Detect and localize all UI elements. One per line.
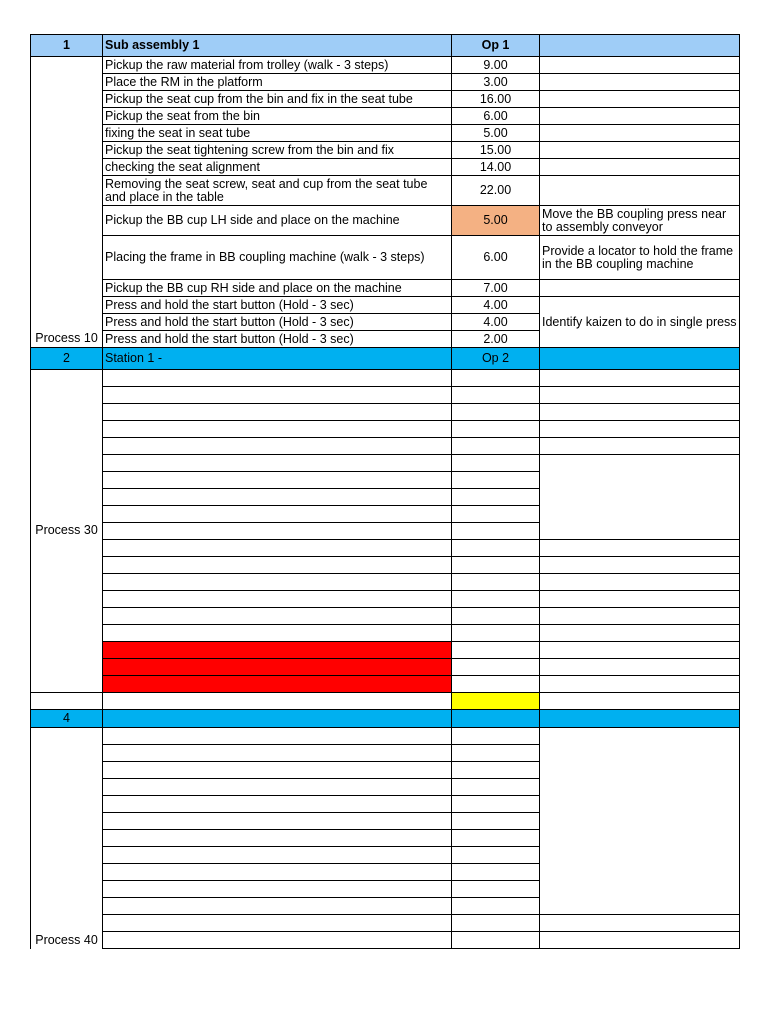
remark-cell[interactable]: Identify kaizen to do in single press bbox=[540, 297, 740, 348]
block2-header-row bbox=[31, 348, 740, 370]
step-time[interactable] bbox=[452, 506, 540, 523]
remark-cell[interactable] bbox=[540, 557, 740, 574]
step-text[interactable]: checking the seat alignment bbox=[103, 159, 452, 176]
step-time[interactable] bbox=[452, 864, 540, 881]
step-text[interactable] bbox=[103, 472, 452, 489]
table-row bbox=[31, 421, 740, 438]
step-time-yellow[interactable] bbox=[452, 693, 540, 710]
step-text[interactable] bbox=[103, 489, 452, 506]
step-text-red[interactable] bbox=[103, 676, 452, 693]
step-text[interactable]: Removing the seat screw, seat and cup from the seat tube and place in the table bbox=[103, 176, 452, 206]
table-row bbox=[31, 557, 740, 574]
remark-cell[interactable] bbox=[540, 108, 740, 125]
step-text[interactable] bbox=[103, 404, 452, 421]
table-row bbox=[31, 108, 740, 125]
step-time[interactable] bbox=[452, 472, 540, 489]
process-40-label[interactable]: Process 40 bbox=[31, 728, 103, 949]
step-time[interactable] bbox=[452, 438, 540, 455]
step-text[interactable] bbox=[103, 779, 452, 796]
step-text[interactable] bbox=[103, 813, 452, 830]
step-text[interactable] bbox=[103, 898, 452, 915]
table-row bbox=[31, 176, 740, 206]
step-text[interactable] bbox=[103, 915, 452, 932]
step-time[interactable] bbox=[452, 625, 540, 642]
step-text[interactable] bbox=[103, 932, 452, 949]
step-text[interactable]: Placing the frame in BB coupling machine (walk - 3 steps) bbox=[103, 236, 452, 280]
remark-cell[interactable] bbox=[540, 659, 740, 676]
process-cell[interactable] bbox=[31, 693, 103, 710]
step-text[interactable] bbox=[103, 523, 452, 540]
step-time[interactable] bbox=[452, 421, 540, 438]
step-text[interactable] bbox=[103, 540, 452, 557]
table-row bbox=[31, 74, 740, 91]
step-time[interactable] bbox=[452, 745, 540, 762]
step-time[interactable] bbox=[452, 387, 540, 404]
block2-remark-header[interactable] bbox=[540, 348, 740, 370]
block1-title[interactable]: Sub assembly 1 bbox=[103, 35, 452, 57]
step-text[interactable] bbox=[103, 830, 452, 847]
step-time[interactable] bbox=[452, 932, 540, 949]
step-text-red[interactable] bbox=[103, 659, 452, 676]
step-text[interactable] bbox=[103, 506, 452, 523]
block4-title[interactable] bbox=[103, 710, 452, 728]
remark-cell[interactable] bbox=[540, 421, 740, 438]
table-row bbox=[31, 404, 740, 421]
step-text[interactable] bbox=[103, 370, 452, 387]
remark-cell[interactable] bbox=[540, 915, 740, 932]
step-time[interactable] bbox=[452, 642, 540, 659]
step-time[interactable]: 4.00 bbox=[452, 297, 540, 314]
remark-cell[interactable] bbox=[540, 176, 740, 206]
remark-cell[interactable] bbox=[540, 693, 740, 710]
step-time[interactable]: 14.00 bbox=[452, 159, 540, 176]
table-row bbox=[31, 591, 740, 608]
step-time[interactable] bbox=[452, 779, 540, 796]
step-text[interactable]: Place the RM in the platform bbox=[103, 74, 452, 91]
remark-cell[interactable] bbox=[540, 91, 740, 108]
step-text[interactable]: fixing the seat in seat tube bbox=[103, 125, 452, 142]
step-time[interactable]: 3.00 bbox=[452, 74, 540, 91]
table-row bbox=[31, 932, 740, 949]
step-text[interactable] bbox=[103, 762, 452, 779]
table-row bbox=[31, 236, 740, 280]
table-row bbox=[31, 540, 740, 557]
step-time[interactable] bbox=[452, 591, 540, 608]
step-time[interactable] bbox=[452, 847, 540, 864]
step-text[interactable] bbox=[103, 557, 452, 574]
block1-header-row bbox=[31, 35, 740, 57]
step-text[interactable] bbox=[103, 438, 452, 455]
step-text[interactable] bbox=[103, 608, 452, 625]
remark-cell[interactable] bbox=[540, 932, 740, 949]
step-time[interactable]: 5.00 bbox=[452, 125, 540, 142]
table-row bbox=[31, 142, 740, 159]
remark-cell[interactable] bbox=[540, 574, 740, 591]
step-text[interactable] bbox=[103, 745, 452, 762]
table-row bbox=[31, 280, 740, 297]
remark-cell[interactable] bbox=[540, 642, 740, 659]
step-text[interactable] bbox=[103, 693, 452, 710]
step-time[interactable] bbox=[452, 404, 540, 421]
table-row bbox=[31, 159, 740, 176]
remark-cell[interactable] bbox=[540, 455, 740, 540]
step-text[interactable] bbox=[103, 387, 452, 404]
step-time[interactable]: 22.00 bbox=[452, 176, 540, 206]
table-row bbox=[31, 693, 740, 710]
step-text[interactable]: Pickup the BB cup LH side and place on the machine bbox=[103, 206, 452, 236]
step-time[interactable] bbox=[452, 489, 540, 506]
process-sheet bbox=[30, 34, 740, 949]
step-time[interactable]: 16.00 bbox=[452, 91, 540, 108]
step-text[interactable]: Pickup the seat tightening screw from the bin and fix bbox=[103, 142, 452, 159]
remark-cell[interactable] bbox=[540, 159, 740, 176]
block1-remark-header[interactable] bbox=[540, 35, 740, 57]
table-row bbox=[31, 91, 740, 108]
block4-no[interactable]: 4 bbox=[31, 710, 103, 728]
step-text[interactable]: Press and hold the start button (Hold - 3 sec) bbox=[103, 331, 452, 348]
table-row bbox=[31, 206, 740, 236]
step-text[interactable]: Press and hold the start button (Hold - 3 sec) bbox=[103, 314, 452, 331]
step-text[interactable]: Pickup the raw material from trolley (walk - 3 steps) bbox=[103, 57, 452, 74]
step-text[interactable]: Pickup the BB cup RH side and place on the machine bbox=[103, 280, 452, 297]
step-text[interactable]: Pickup the seat cup from the bin and fix in the seat tube bbox=[103, 91, 452, 108]
step-time[interactable] bbox=[452, 830, 540, 847]
table-row bbox=[31, 370, 740, 387]
step-time[interactable]: 2.00 bbox=[452, 331, 540, 348]
table-row bbox=[31, 297, 740, 314]
remark-cell[interactable]: Move the BB coupling press near to assembly conveyor bbox=[540, 206, 740, 236]
step-text[interactable] bbox=[103, 847, 452, 864]
step-text[interactable]: Press and hold the start button (Hold - 3 sec) bbox=[103, 297, 452, 314]
block1-no[interactable]: 1 bbox=[31, 35, 103, 57]
table-row bbox=[31, 625, 740, 642]
table-row bbox=[31, 574, 740, 591]
step-text[interactable] bbox=[103, 591, 452, 608]
remark-cell[interactable] bbox=[540, 280, 740, 297]
remark-cell[interactable] bbox=[540, 676, 740, 693]
remark-cell[interactable] bbox=[540, 57, 740, 74]
step-text[interactable] bbox=[103, 864, 452, 881]
block4-header-row bbox=[31, 710, 740, 728]
table-row bbox=[31, 915, 740, 932]
block2-title[interactable]: Station 1 - bbox=[103, 348, 452, 370]
step-text[interactable] bbox=[103, 728, 452, 745]
table-row bbox=[31, 455, 740, 472]
remark-cell[interactable] bbox=[540, 74, 740, 91]
table-row bbox=[31, 387, 740, 404]
step-time[interactable]: 6.00 bbox=[452, 236, 540, 280]
step-text[interactable] bbox=[103, 455, 452, 472]
table-row bbox=[31, 642, 740, 659]
block4-op[interactable] bbox=[452, 710, 540, 728]
step-time[interactable]: 6.00 bbox=[452, 108, 540, 125]
step-time[interactable] bbox=[452, 676, 540, 693]
process-30-label[interactable]: Process 30 bbox=[31, 370, 103, 693]
step-time[interactable] bbox=[452, 523, 540, 540]
block1-op[interactable]: Op 1 bbox=[452, 35, 540, 57]
step-text[interactable] bbox=[103, 625, 452, 642]
remark-cell[interactable] bbox=[540, 404, 740, 421]
step-time[interactable] bbox=[452, 762, 540, 779]
step-text[interactable]: Pickup the seat from the bin bbox=[103, 108, 452, 125]
block2-op[interactable]: Op 2 bbox=[452, 348, 540, 370]
step-time[interactable]: 4.00 bbox=[452, 314, 540, 331]
remark-cell[interactable] bbox=[540, 625, 740, 642]
step-time[interactable] bbox=[452, 608, 540, 625]
table-row bbox=[31, 676, 740, 693]
block2-no[interactable]: 2 bbox=[31, 348, 103, 370]
step-text[interactable] bbox=[103, 881, 452, 898]
step-time[interactable] bbox=[452, 813, 540, 830]
step-time[interactable]: 7.00 bbox=[452, 280, 540, 297]
remark-cell[interactable] bbox=[540, 370, 740, 387]
step-text[interactable] bbox=[103, 574, 452, 591]
table-row bbox=[31, 728, 740, 745]
remark-cell[interactable] bbox=[540, 387, 740, 404]
table-row bbox=[31, 608, 740, 625]
remark-cell[interactable] bbox=[540, 728, 740, 915]
step-time[interactable] bbox=[452, 898, 540, 915]
step-time[interactable] bbox=[452, 540, 540, 557]
step-time[interactable] bbox=[452, 881, 540, 898]
remark-cell[interactable] bbox=[540, 125, 740, 142]
step-text[interactable] bbox=[103, 796, 452, 813]
step-time[interactable] bbox=[452, 574, 540, 591]
step-time[interactable]: 9.00 bbox=[452, 57, 540, 74]
table-row bbox=[31, 659, 740, 676]
step-time[interactable] bbox=[452, 557, 540, 574]
remark-cell[interactable] bbox=[540, 540, 740, 557]
step-text[interactable] bbox=[103, 421, 452, 438]
table-row bbox=[31, 57, 740, 74]
table-row bbox=[31, 125, 740, 142]
step-time[interactable] bbox=[452, 796, 540, 813]
step-time[interactable] bbox=[452, 659, 540, 676]
step-time[interactable] bbox=[452, 455, 540, 472]
step-time[interactable] bbox=[452, 915, 540, 932]
step-time-highlighted[interactable]: 5.00 bbox=[452, 206, 540, 236]
block4-remark-header[interactable] bbox=[540, 710, 740, 728]
remark-cell[interactable]: Provide a locator to hold the frame in the BB coupling machine bbox=[540, 236, 740, 280]
remark-cell[interactable] bbox=[540, 142, 740, 159]
step-time[interactable] bbox=[452, 370, 540, 387]
remark-cell[interactable] bbox=[540, 438, 740, 455]
remark-cell[interactable] bbox=[540, 608, 740, 625]
table-row bbox=[31, 438, 740, 455]
step-time[interactable]: 15.00 bbox=[452, 142, 540, 159]
process-10-label[interactable]: Process 10 bbox=[31, 57, 103, 348]
step-text-red[interactable] bbox=[103, 642, 452, 659]
remark-cell[interactable] bbox=[540, 591, 740, 608]
step-time[interactable] bbox=[452, 728, 540, 745]
